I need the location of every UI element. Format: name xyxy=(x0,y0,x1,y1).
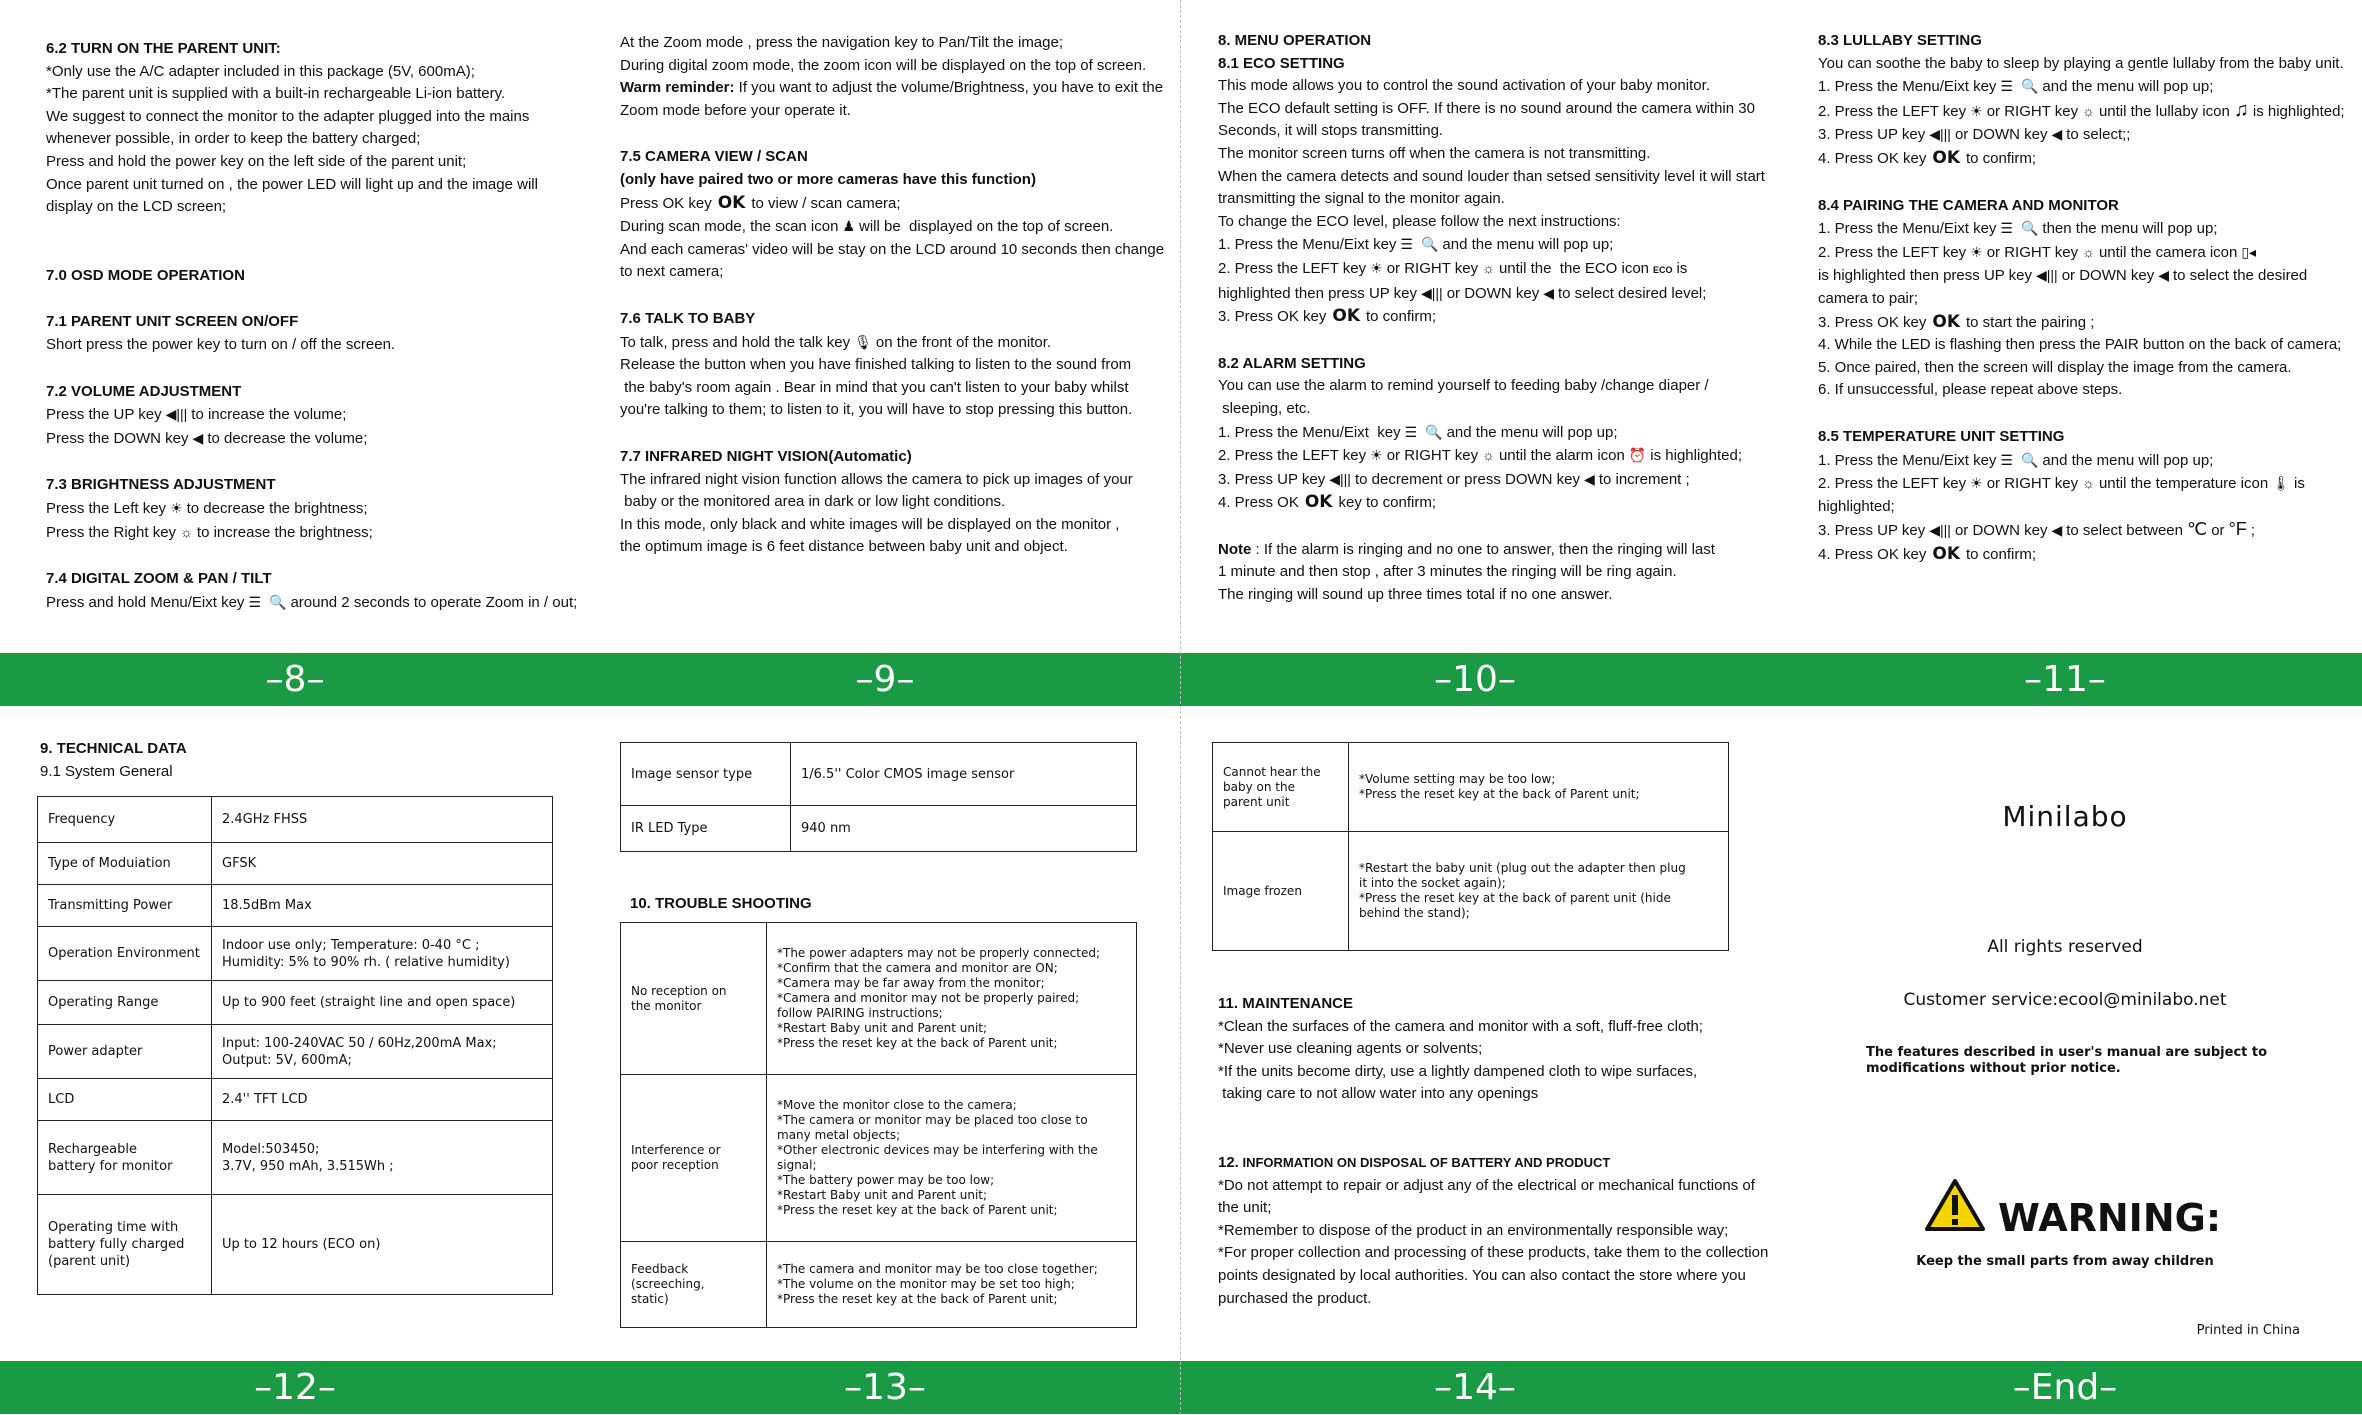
text-line: to next camera; xyxy=(620,263,724,281)
table-row xyxy=(621,1242,1137,1328)
zoom-icon: 🔍 xyxy=(269,593,287,610)
text-line: the optimum image is 6 feet distance between baby unit and object. xyxy=(620,538,1068,556)
table-row xyxy=(38,843,553,885)
page-number-14: –14– xyxy=(1434,1367,1516,1408)
heading: 7.1 PARENT UNIT SCREEN ON/OFF xyxy=(46,313,299,331)
heading: 7.5 CAMERA VIEW / SCAN xyxy=(620,148,808,166)
brightness-down-icon: ☀ xyxy=(1970,102,1983,119)
eco-icon: ECO xyxy=(1653,264,1673,275)
zoom-icon: 🔍 xyxy=(2020,451,2039,468)
brightness-up-icon: ☼ xyxy=(2082,243,2095,260)
table-value-cell: 1/6.5'' Color CMOS image sensor xyxy=(791,743,1137,806)
text-line: Press and hold Menu/Eixt key ☰ 🔍 around 2 seconds to operate Zoom in / out; xyxy=(46,591,586,615)
table-value-cell: 2.4'' TFT LCD xyxy=(212,1079,553,1121)
menu-icon: ☰ xyxy=(1400,236,1413,253)
ok-icon: OK xyxy=(1304,492,1333,513)
text-line: purchased the product. xyxy=(1218,1289,1372,1307)
table-row xyxy=(621,923,1137,1075)
table-row xyxy=(38,1195,553,1295)
heading: 9. TECHNICAL DATA xyxy=(40,740,187,757)
celsius-icon: ℃ xyxy=(2187,519,2208,540)
table-value-cell: 2.4GHz FHSS xyxy=(212,797,553,843)
text-line: And each cameras' video will be stay on the LCD around 10 seconds then change xyxy=(620,240,1165,258)
brightness-up-icon: ☼ xyxy=(2082,102,2095,119)
table-label-cell: IR LED Type xyxy=(621,806,791,852)
text-line: 3. Press UP key ◀||| or DOWN key ◀ to select between ℃ or °F ; xyxy=(1818,518,2358,543)
page-10-text xyxy=(1218,30,1778,607)
menu-icon: ☰ xyxy=(1404,423,1418,440)
technical-data-table xyxy=(37,796,553,1295)
text-line: highlighted then press UP key ◀||| or DOWN key ◀ to select desired level; xyxy=(1218,282,1778,306)
volume-up-icon: ◀||| xyxy=(165,406,188,423)
brightness-down-icon: ☀ xyxy=(1970,475,1983,492)
volume-down-icon: ◀ xyxy=(2051,522,2063,539)
table-label-cell: Frequency xyxy=(38,797,212,843)
text-line: taking care to not allow water into any openings xyxy=(1218,1085,1539,1103)
text-line: 4. Press OK key OK to confirm; xyxy=(1818,147,2037,168)
brightness-down-icon: ☀ xyxy=(1970,243,1983,260)
text-line: camera to pair; xyxy=(1818,289,1919,307)
warning-title: WARNING: xyxy=(1998,1196,2222,1240)
ok-icon: OK xyxy=(1932,147,1960,168)
page-13-heading xyxy=(630,893,1130,916)
text-line: *Never use cleaning agents or solvents; xyxy=(1218,1040,1483,1058)
text-line: The monitor screen turns off when the camera is not transmitting. xyxy=(1218,144,1651,162)
page-number-12: –12– xyxy=(254,1367,336,1408)
table-row xyxy=(1213,743,1729,832)
microphone-icon: 🎙 xyxy=(854,333,872,350)
zoom-icon: 🔍 xyxy=(1420,236,1439,253)
table-value-cell: *Restart the baby unit (plug out the adapter then plug it into the socket again); *Press the reset key at the back of parent unit (hide behind the stand); xyxy=(1349,832,1729,951)
text-line: Once parent unit turned on , the power LED will light up and the image will xyxy=(46,175,538,193)
text-line: *Only use the A/C adapter included in this package (5V, 600mA); xyxy=(46,62,475,80)
rights-text: All rights reserved xyxy=(1987,937,2143,957)
text-line: 1. Press the Menu/Eixt key ☰ 🔍 and the menu will pop up; xyxy=(1818,75,2358,99)
text-line: sleeping, etc. xyxy=(1218,399,1311,417)
table-value-cell: Input: 100-240VAC 50 / 60Hz,200mA Max; Output: 5V, 600mA; xyxy=(212,1025,553,1079)
table-label-cell: Cannot hear the baby on the parent unit xyxy=(1213,743,1349,832)
volume-down-icon: ◀ xyxy=(1584,470,1595,487)
table-row xyxy=(621,1075,1137,1242)
text-line: 4. Press OK OK key to confirm; xyxy=(1218,492,1437,513)
fahrenheit-icon: °F xyxy=(2228,519,2247,540)
text-line: *The parent unit is supplied with a built-in rechargeable Li-ion battery. xyxy=(46,85,506,103)
table-value-cell: Indoor use only; Temperature: 0-40 °C ; Humidity: 5% to 90% rh. ( relative humidity) xyxy=(212,927,553,981)
zoom-icon: 🔍 xyxy=(2020,220,2039,237)
warning-icon xyxy=(1924,1178,1986,1237)
ok-icon: OK xyxy=(717,192,746,213)
text-line: The infrared night vision function allows the camera to pick up images of your xyxy=(620,470,1133,488)
text-line: 1. Press the Menu/Eixt key ☰ 🔍 and the menu will pop up; xyxy=(1218,421,1778,445)
text-line: 2. Press the LEFT key ☀ or RIGHT key ☼ until the lullaby icon ♫ is highlighted; xyxy=(1818,98,2345,121)
text-line: you're talking to them; to listen to it, you will have to stop pressing this button. xyxy=(620,401,1133,419)
table-label-cell: Operating Range xyxy=(38,981,212,1025)
page-11-text xyxy=(1818,30,2358,566)
text-line: 1 minute and then stop , after 3 minutes the ringing will be ring again. xyxy=(1218,563,1677,581)
text-line: To talk, press and hold the talk key 🎙 on the front of the monitor. xyxy=(620,331,1170,355)
heading: 8.2 ALARM SETTING xyxy=(1218,354,1366,372)
text-line: You can soothe the baby to sleep by playing a gentle lullaby from the baby unit. xyxy=(1818,54,2344,72)
ok-icon: OK xyxy=(1932,543,1960,564)
text-line: Press the UP key ◀||| to increase the volume; xyxy=(46,403,586,427)
text-line: Note : If the alarm is ringing and no one to answer, then the ringing will last xyxy=(1218,540,1715,558)
text-line: During scan mode, the scan icon ♟ will be displayed on the top of screen. xyxy=(620,215,1170,239)
heading: 10. TROUBLE SHOOTING xyxy=(630,895,812,912)
table-row xyxy=(621,806,1137,852)
camera-icon: ▯◂ xyxy=(2241,243,2257,260)
text-line: 2. Press the LEFT key ☀ or RIGHT key ☼ until the the ECO icon ECO is xyxy=(1218,257,1778,282)
text-line: 1. Press the Menu/Eixt key ☰ 🔍 then the menu will pop up; xyxy=(1818,217,2358,241)
text-line: whenever possible, in order to keep the battery charged; xyxy=(46,130,421,148)
page-number-11: –11– xyxy=(2024,659,2106,700)
text-line: *Clean the surfaces of the camera and monitor with a soft, fluff-free cloth; xyxy=(1218,1017,1703,1035)
table-row xyxy=(38,1025,553,1079)
table-value-cell: 18.5dBm Max xyxy=(212,885,553,927)
table-label-cell: Interference or poor reception xyxy=(621,1075,767,1242)
heading: 8.5 TEMPERATURE UNIT SETTING xyxy=(1818,427,2065,445)
text-line: Press the DOWN key ◀ to decrease the volume; xyxy=(46,427,586,451)
printed-in-text: Printed in China xyxy=(2196,1323,2300,1338)
brightness-up-icon: ☼ xyxy=(180,523,193,540)
troubleshooting-table-continued xyxy=(1212,742,1729,951)
text-line: At the Zoom mode , press the navigation key to Pan/Tilt the image; xyxy=(620,34,1064,51)
notice-line: modifications without prior notice. xyxy=(1866,1061,2121,1076)
alarm-icon: ⏰ xyxy=(1628,447,1647,464)
notice-text xyxy=(1866,1045,2286,1077)
brightness-down-icon: ☀ xyxy=(170,499,183,516)
table-label-cell: Transmitting Power xyxy=(38,885,212,927)
text-line: display on the LCD screen; xyxy=(46,198,227,216)
heading: 12. INFORMATION ON DISPOSAL OF BATTERY AND PRODUCT xyxy=(1218,1153,1611,1171)
text-line: 2. Press the LEFT key ☀ or RIGHT key ☼ until the temperature icon 🌡 is xyxy=(1818,472,2358,496)
page-8-text xyxy=(46,38,586,614)
page-number-end: –End– xyxy=(2012,1367,2118,1408)
subheading: (only have paired two or more cameras have this function) xyxy=(620,170,1036,188)
table-label-cell: Operating time with battery fully charged (parent unit) xyxy=(38,1195,212,1295)
text-line: the unit; xyxy=(1218,1199,1272,1217)
page-number-9: –9– xyxy=(855,659,915,700)
table-row xyxy=(38,981,553,1025)
table-row xyxy=(38,927,553,981)
page-number-10: –10– xyxy=(1434,659,1516,700)
table-row xyxy=(38,1079,553,1121)
music-note-icon: ♫ xyxy=(2233,98,2249,121)
volume-down-icon: ◀ xyxy=(2158,267,2169,284)
fold-line xyxy=(1180,0,1181,1415)
table-value-cell: GFSK xyxy=(212,843,553,885)
text-line: The ECO default setting is OFF. If there is no sound around the camera within 30 xyxy=(1218,99,1755,117)
scan-icon: ♟ xyxy=(842,218,856,235)
heading: 8.3 LULLABY SETTING xyxy=(1818,32,1982,49)
table-row xyxy=(38,1121,553,1195)
volume-down-icon: ◀ xyxy=(1543,284,1554,301)
text-line: is highlighted then press UP key ◀||| or DOWN key ◀ to select the desired xyxy=(1818,264,2358,288)
table-value-cell: *Volume setting may be too low; *Press the reset key at the back of Parent unit; xyxy=(1349,743,1729,832)
table-label-cell: Feedback (screeching, static) xyxy=(621,1242,767,1328)
menu-icon: ☰ xyxy=(2000,451,2013,468)
notice-line: The features described in user's manual are subject to xyxy=(1866,1045,2268,1060)
text-line: 4. Press OK key OK to confirm; xyxy=(1818,543,2037,564)
heading: 7.2 VOLUME ADJUSTMENT xyxy=(46,382,242,400)
text-line: Press and hold the power key on the left side of the parent unit; xyxy=(46,152,467,170)
warning-subtext: Keep the small parts from away children xyxy=(1916,1254,2214,1269)
heading: 7.4 DIGITAL ZOOM & PAN / TILT xyxy=(46,570,272,588)
menu-icon: ☰ xyxy=(2000,78,2013,95)
ok-icon: OK xyxy=(1332,306,1360,327)
text-line: points designated by local authorities. You can also contact the store where you xyxy=(1218,1266,1746,1284)
page-14-text xyxy=(1218,993,1778,1310)
heading: 7.0 OSD MODE OPERATION xyxy=(46,266,245,284)
text-line: Seconds, it will stops transmitting. xyxy=(1218,122,1444,140)
table-row xyxy=(38,797,553,843)
text-line: We suggest to connect the monitor to the adapter plugged into the mains xyxy=(46,107,530,125)
heading: 11. MAINTENANCE xyxy=(1218,995,1354,1012)
heading: 6.2 TURN ON THE PARENT UNIT: xyxy=(46,40,281,57)
table-label-cell: Image sensor type xyxy=(621,743,791,806)
text-line: 6. If unsuccessful, please repeat above steps. xyxy=(1818,381,2123,399)
text-line: 3. Press OK key OK to confirm; xyxy=(1218,306,1437,327)
text-line: 3. Press UP key ◀||| to decrement or press DOWN key ◀ to increment ; xyxy=(1218,468,1778,492)
subheading: 9.1 System General xyxy=(40,762,173,780)
table-value-cell: *The camera and monitor may be too close together; *The volume on the monitor may be set too high; *Press the reset key at the back of Parent unit; xyxy=(767,1242,1137,1328)
brightness-down-icon: ☀ xyxy=(1370,447,1383,464)
text-line: the baby's room again . Bear in mind that you can't listen to your baby whilst xyxy=(620,378,1129,396)
brightness-up-icon: ☼ xyxy=(1482,259,1495,276)
text-line: 2. Press the LEFT key ☀ or RIGHT key ☼ until the alarm icon ⏰ is highlighted; xyxy=(1218,444,1778,468)
menu-icon: ☰ xyxy=(248,593,261,610)
page-number-8: –8– xyxy=(265,659,325,700)
thermometer-icon: 🌡 xyxy=(2272,475,2290,492)
customer-service-text: Customer service:ecool@minilabo.net xyxy=(1903,990,2227,1010)
text-line: You can use the alarm to remind yourself to feeding baby /change diaper / xyxy=(1218,377,1709,395)
text-line: Zoom mode before your operate it. xyxy=(620,101,851,119)
table-label-cell: Power adapter xyxy=(38,1025,212,1079)
text-line: Press OK key OK to view / scan camera; xyxy=(620,192,901,213)
text-line: Warm reminder: If you want to adjust the volume/Brightness, you have to exit the xyxy=(620,79,1164,97)
table-label-cell: Operation Environment xyxy=(38,927,212,981)
text-line: 5. Once paired, then the screen will display the image from the camera. xyxy=(1818,358,2292,376)
heading: 7.6 TALK TO BABY xyxy=(620,309,756,327)
text-line: This mode allows you to control the sound activation of your baby monitor. xyxy=(1218,77,1710,95)
text-line: *If the units become dirty, use a lightly dampened cloth to wipe surfaces, xyxy=(1218,1062,1698,1080)
table-value-cell: Model:503450; 3.7V, 950 mAh, 3.515Wh ; xyxy=(212,1121,553,1195)
brightness-down-icon: ☀ xyxy=(1370,259,1383,276)
volume-up-icon: ◀||| xyxy=(2036,267,2058,284)
table-label-cell: Rechargeable battery for monitor xyxy=(38,1121,212,1195)
table-row xyxy=(1213,832,1729,951)
brightness-up-icon: ☼ xyxy=(1482,447,1495,464)
heading: 7.3 BRIGHTNESS ADJUSTMENT xyxy=(46,476,276,494)
text-line: 3. Press UP key ◀||| or DOWN key ◀ to select;; xyxy=(1818,123,2358,147)
volume-up-icon: ◀||| xyxy=(1421,284,1443,301)
table-label-cell: No reception on the monitor xyxy=(621,923,767,1075)
table-label-cell: Image frozen xyxy=(1213,832,1349,951)
heading: 8.1 ECO SETTING xyxy=(1218,54,1345,72)
text-line: *For proper collection and processing of these products, take them to the collection xyxy=(1218,1244,1769,1262)
heading: 8. MENU OPERATION xyxy=(1218,32,1372,49)
table-label-cell: Type of Moduiation xyxy=(38,843,212,885)
volume-down-icon: ◀ xyxy=(2051,126,2063,143)
ok-icon: OK xyxy=(1932,311,1960,332)
page-number-13: –13– xyxy=(844,1367,926,1408)
volume-up-icon: ◀||| xyxy=(1929,126,1951,143)
text-line: baby or the monitored area in dark or low light conditions. xyxy=(620,493,1006,511)
text-line: Short press the power key to turn on / off the screen. xyxy=(46,335,396,353)
text-line: 2. Press the LEFT key ☀ or RIGHT key ☼ until the camera icon ▯◂ xyxy=(1818,241,2358,265)
text-line: Press the Right key ☼ to increase the brightness; xyxy=(46,521,586,545)
sensor-table xyxy=(620,742,1137,852)
text-line: highlighted; xyxy=(1818,497,1895,515)
text-line: transmitting the signal to the monitor again. xyxy=(1218,190,1505,208)
zoom-icon: 🔍 xyxy=(1425,423,1443,440)
text-line: Press the Left key ☀ to decrease the brightness; xyxy=(46,497,586,521)
volume-up-icon: ◀||| xyxy=(1929,522,1951,539)
text-line: 1. Press the Menu/Eixt key ☰ 🔍 and the menu will pop up; xyxy=(1218,233,1778,257)
text-line: The ringing will sound up three times total if no one answer. xyxy=(1218,586,1613,604)
text-line: When the camera detects and sound louder than setsed sensitivity level it will start xyxy=(1218,167,1765,185)
heading: 7.7 INFRARED NIGHT VISION(Automatic) xyxy=(620,447,912,465)
table-value-cell: Up to 900 feet (straight line and open space) xyxy=(212,981,553,1025)
zoom-icon: 🔍 xyxy=(2020,78,2039,95)
heading: 8.4 PAIRING THE CAMERA AND MONITOR xyxy=(1818,196,2119,214)
text-line: *Do not attempt to repair or adjust any of the electrical or mechanical functions of xyxy=(1218,1176,1755,1194)
page-12-heading xyxy=(40,738,540,783)
text-line: 1. Press the Menu/Eixt key ☰ 🔍 and the menu will pop up; xyxy=(1818,449,2358,473)
table-value-cell: Up to 12 hours (ECO on) xyxy=(212,1195,553,1295)
volume-up-icon: ◀||| xyxy=(1329,470,1351,487)
menu-icon: ☰ xyxy=(2000,220,2013,237)
brand-name: Minilabo xyxy=(2002,800,2128,833)
text-line: In this mode, only black and white images will be displayed on the monitor , xyxy=(620,515,1120,533)
brightness-up-icon: ☼ xyxy=(2082,475,2095,492)
table-row xyxy=(38,885,553,927)
text-line: To change the ECO level, please follow the next instructions: xyxy=(1218,212,1621,230)
text-line: Release the button when you have finished talking to listen to the sound from xyxy=(620,356,1132,374)
text-line: *Remember to dispose of the product in an environmentally responsible way; xyxy=(1218,1221,1729,1239)
text-line: 3. Press OK key OK to start the pairing ; xyxy=(1818,311,2095,332)
table-row xyxy=(621,743,1137,806)
table-value-cell: *Move the monitor close to the camera; *The camera or monitor may be placed too close to many metal objects; *Other electronic devices may be interfering with the signal; *The battery power may be too low; *Restart Baby unit and Parent unit; *Press the reset key at the back of Parent unit; xyxy=(767,1075,1137,1242)
volume-down-icon: ◀ xyxy=(192,429,204,446)
text-line: 4. While the LED is flashing then press the PAIR button on the back of camera; xyxy=(1818,336,2342,354)
page-9-text xyxy=(620,32,1170,559)
table-value-cell: 940 nm xyxy=(791,806,1137,852)
table-value-cell: *The power adapters may not be properly connected; *Confirm that the camera and monitor are ON; *Camera may be far away from the monitor; *Camera and monitor may not be properly paired; follow PAIRING instructions; *Restart Baby unit and Parent unit; *Press the reset key at the back of Parent unit; xyxy=(767,923,1137,1075)
text-line: During digital zoom mode, the zoom icon will be displayed on the top of screen. xyxy=(620,56,1147,74)
troubleshooting-table xyxy=(620,922,1137,1328)
table-label-cell: LCD xyxy=(38,1079,212,1121)
